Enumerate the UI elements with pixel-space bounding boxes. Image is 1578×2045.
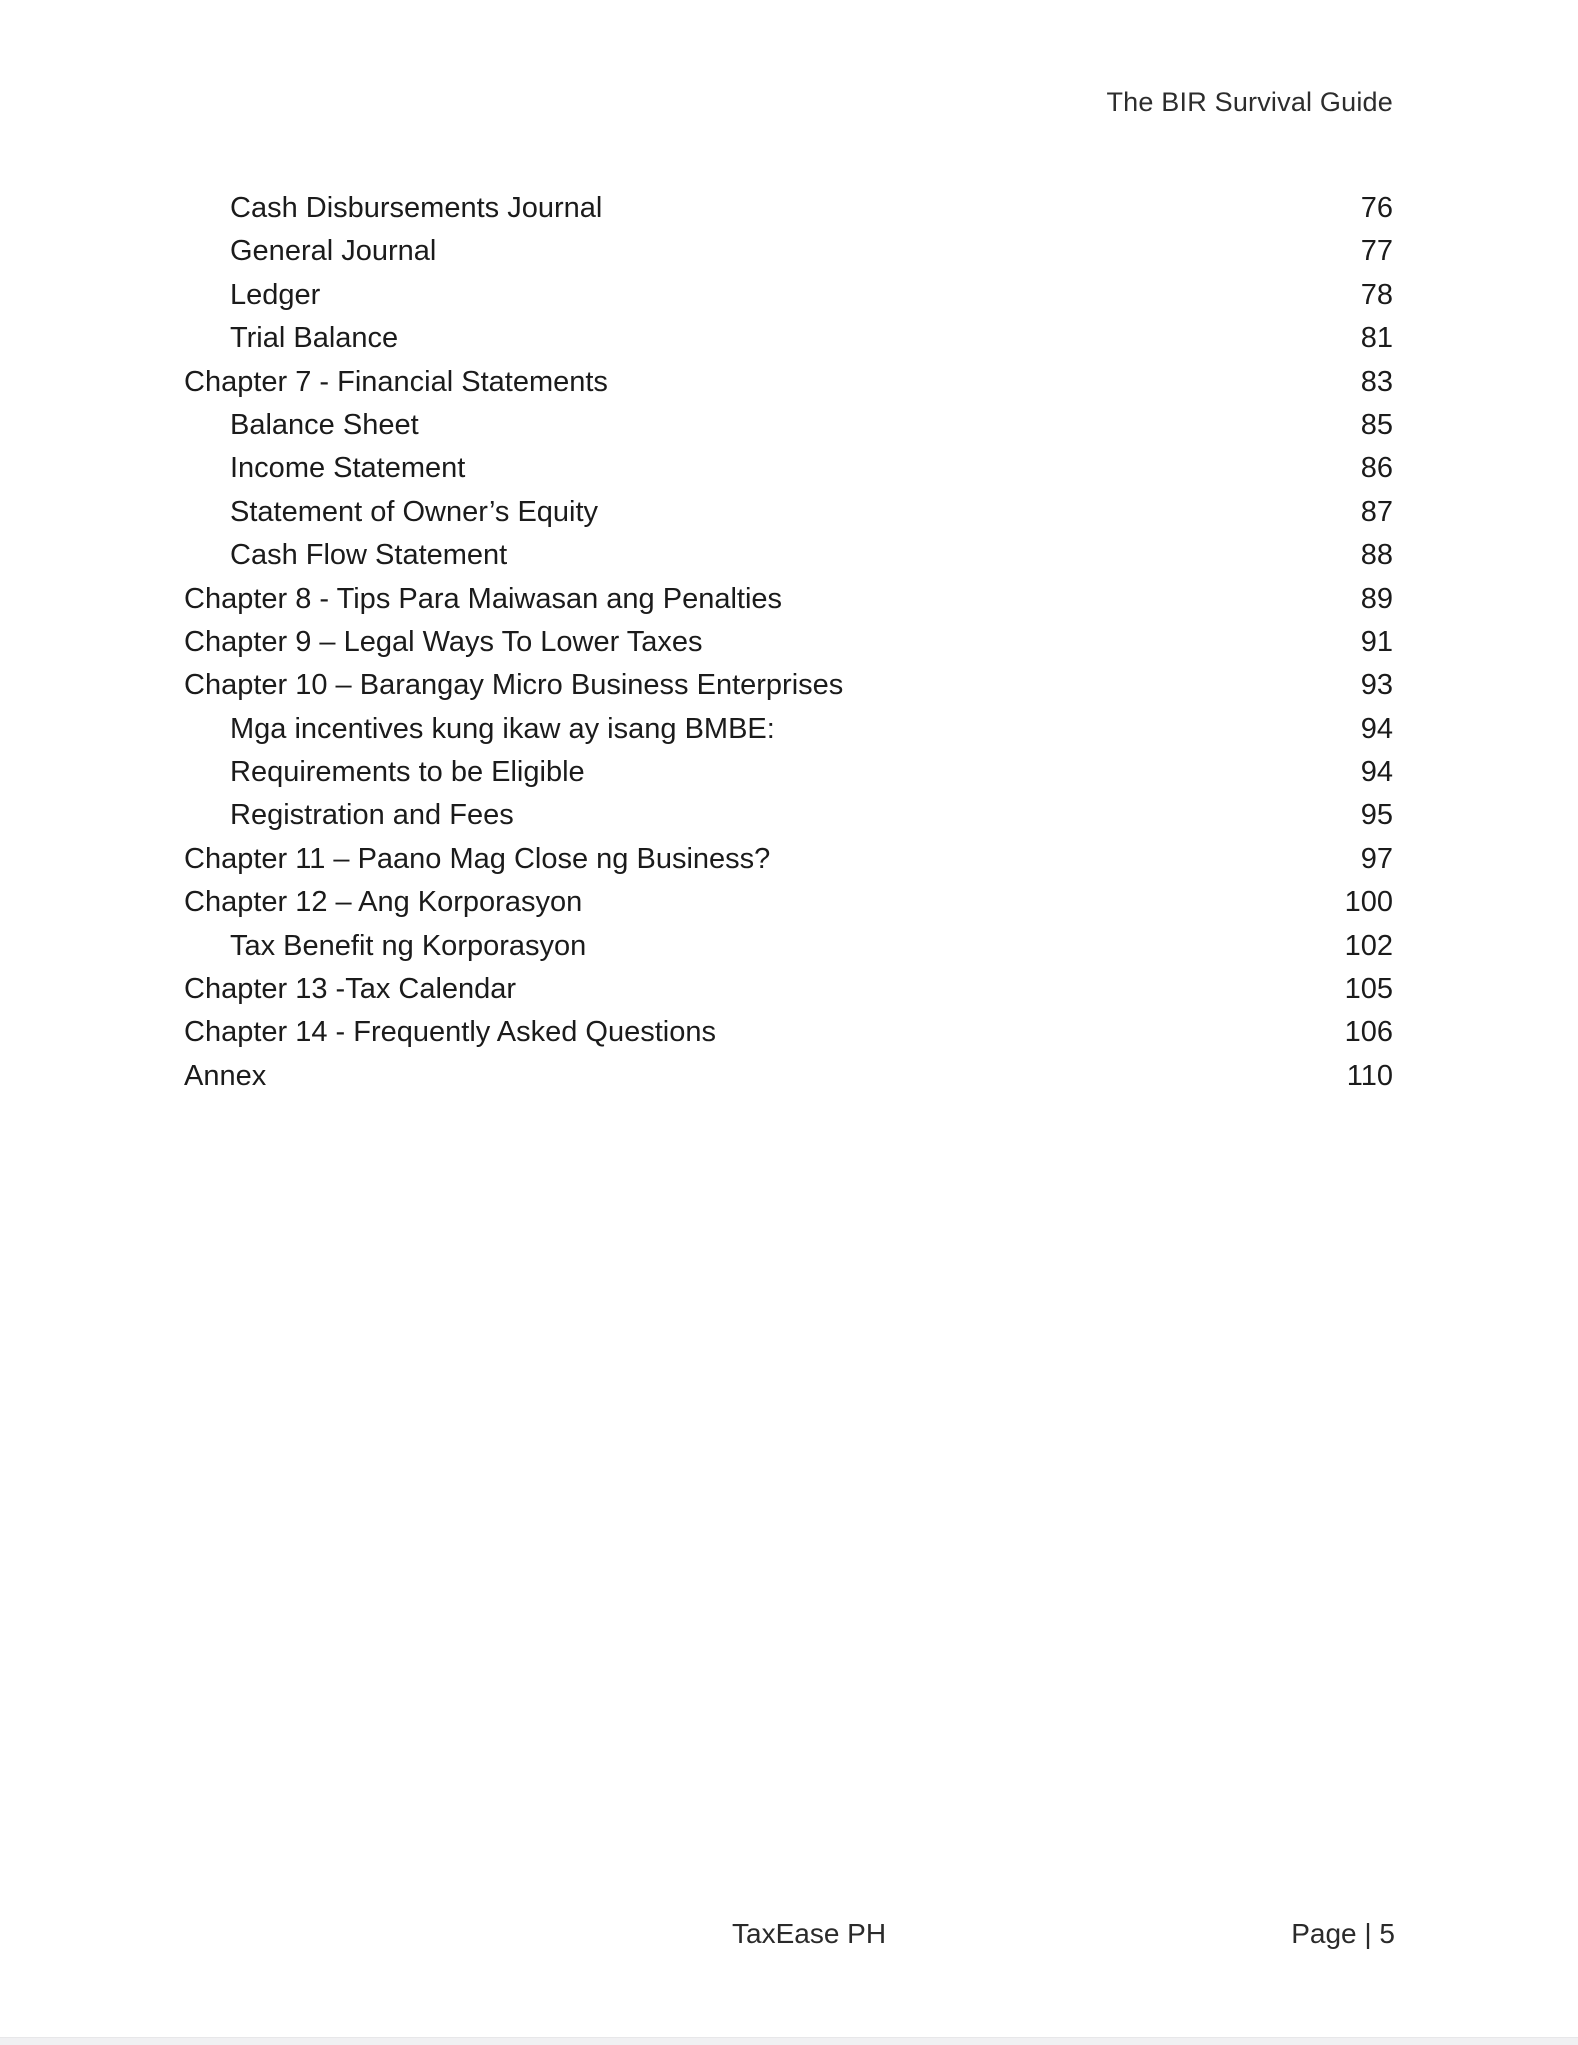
footer-brand: TaxEase PH [732, 1918, 887, 1949]
toc-row [184, 404, 1393, 447]
toc-row [184, 1011, 1393, 1054]
toc-entry-label: Tax Benefit ng Korporasyon [230, 929, 587, 962]
toc-entry-label: Chapter 9 – Legal Ways To Lower Taxes [184, 625, 703, 658]
toc-entry-page-number: 106 [1344, 1016, 1393, 1049]
toc-entry-label: Mga incentives kung ikaw ay isang BMBE: [230, 712, 775, 745]
toc-row [184, 317, 1393, 360]
table-of-contents [184, 187, 1393, 1098]
toc-row [184, 968, 1393, 1011]
toc-row [184, 708, 1393, 751]
toc-row [184, 664, 1393, 707]
toc-entry-page-number: 102 [1344, 929, 1393, 962]
toc-entry-label: Chapter 8 - Tips Para Maiwasan ang Penalties [184, 582, 783, 615]
toc-entry-page-number: 86 [1360, 452, 1393, 485]
toc-entry-page-number: 77 [1360, 235, 1393, 268]
toc-entry-label: Chapter 11 – Paano Mag Close ng Business? [184, 842, 771, 875]
toc-row [184, 838, 1393, 881]
toc-entry-page-number: 78 [1360, 278, 1393, 311]
toc-row [184, 491, 1393, 534]
toc-entry-label: Cash Flow Statement [230, 539, 508, 572]
toc-entry-label: Statement of Owner’s Equity [230, 495, 599, 528]
toc-entry-label: General Journal [230, 235, 437, 268]
toc-row [184, 1055, 1393, 1098]
toc-entry-page-number: 94 [1360, 756, 1393, 789]
toc-row [184, 925, 1393, 968]
toc-entry-label: Balance Sheet [230, 408, 419, 441]
toc-entry-label: Income Statement [230, 452, 466, 485]
toc-entry-page-number: 81 [1360, 322, 1393, 355]
toc-entry-page-number: 76 [1360, 192, 1393, 224]
toc-entry-label: Chapter 14 - Frequently Asked Questions [184, 1016, 716, 1049]
toc-entry-label: Registration and Fees [230, 799, 514, 832]
toc-row [184, 274, 1393, 317]
toc-row [184, 534, 1393, 577]
toc-entry-label: Trial Balance [230, 322, 399, 355]
toc-entry-label: Chapter 12 – Ang Korporasyon [184, 886, 583, 919]
toc-row [184, 621, 1393, 664]
document-header-title: The BIR Survival Guide [1106, 87, 1393, 117]
toc-row [184, 447, 1393, 490]
toc-row [184, 187, 1393, 230]
toc-entry-label: Chapter 7 - Financial Statements [184, 365, 608, 398]
toc-entry-page-number: 87 [1360, 495, 1393, 528]
toc-row [184, 751, 1393, 794]
toc-row [184, 230, 1393, 273]
toc-entry-label: Chapter 10 – Barangay Micro Business Enterprises [184, 669, 844, 702]
toc-entry-page-number: 85 [1360, 408, 1393, 441]
toc-entry-label: Cash Disbursements Journal [230, 192, 603, 224]
toc-entry-label: Requirements to be Eligible [230, 756, 585, 789]
toc-entry-page-number: 110 [1346, 1059, 1393, 1092]
toc-entry-label: Ledger [230, 278, 321, 311]
toc-row [184, 794, 1393, 837]
toc-entry-page-number: 93 [1360, 669, 1393, 702]
toc-entry-page-number: 89 [1360, 582, 1393, 615]
toc-entry-page-number: 88 [1360, 539, 1393, 572]
toc-row [184, 361, 1393, 404]
toc-entry-page-number: 94 [1360, 712, 1393, 745]
page-bottom-edge [0, 2037, 1578, 2045]
toc-entry-label: Annex [184, 1059, 267, 1092]
toc-row [184, 881, 1393, 924]
footer-page-number: Page | 5 [1291, 1918, 1395, 1949]
toc-entry-page-number: 105 [1344, 973, 1393, 1006]
toc-entry-page-number: 100 [1344, 886, 1393, 919]
toc-entry-page-number: 91 [1360, 625, 1393, 658]
toc-entry-page-number: 97 [1360, 842, 1393, 875]
toc-entry-page-number: 95 [1360, 799, 1393, 832]
toc-row [184, 578, 1393, 621]
toc-entry-label: Chapter 13 -Tax Calendar [184, 973, 517, 1006]
toc-entry-page-number: 83 [1360, 365, 1393, 398]
